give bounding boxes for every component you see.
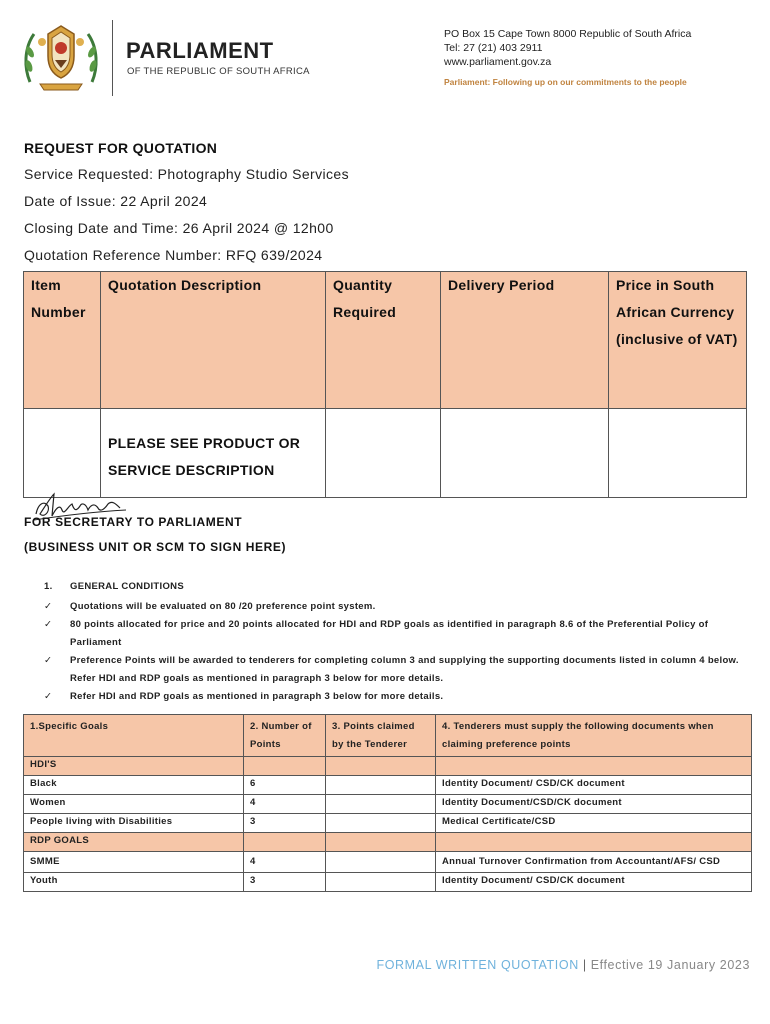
- goal-points: 4: [244, 795, 326, 814]
- goals-section-row: [24, 757, 752, 776]
- contact-telephone: Tel: 27 (21) 403 2911: [444, 42, 543, 54]
- header-divider: [112, 20, 113, 96]
- condition-text: 80 points allocated for price and 20 points allocated for HDI and RDP goals as identified in paragraph 8.6 of the Preferential Policy of Parliament: [70, 619, 709, 648]
- goal-name: RDP GOALS: [24, 833, 244, 852]
- condition-item: [44, 688, 744, 706]
- closing-date-time: Closing Date and Time: 26 April 2024 @ 12h00: [24, 220, 334, 236]
- goal-points: [244, 833, 326, 852]
- cell-delivery-period[interactable]: [441, 409, 609, 498]
- quotation-table-header: [24, 272, 747, 409]
- document-title: REQUEST FOR QUOTATION: [24, 140, 218, 156]
- goal-name: Youth: [24, 873, 244, 892]
- goals-table-header: [24, 715, 752, 757]
- quotation-table-row: [24, 409, 747, 498]
- header-item-number: Item Number: [24, 272, 101, 409]
- header-quantity-required: Quantity Required: [326, 272, 441, 409]
- header-number-of-points: 2. Number of Points: [244, 715, 326, 757]
- cell-quantity[interactable]: [326, 409, 441, 498]
- goals-table-row: [24, 852, 752, 873]
- goal-claimed[interactable]: [326, 795, 436, 814]
- condition-text: Preference Points will be awarded to tenderers for completing column 3 and supplying the supporting documents listed in column 4 below. Refer HDI and RDP goals as mentioned in paragraph 3 below for more details.: [70, 655, 739, 684]
- quotation-table: [23, 271, 747, 498]
- goals-table-row: [24, 814, 752, 833]
- footer-separator: |: [582, 958, 587, 972]
- goal-name: Black: [24, 776, 244, 795]
- goal-claimed: [326, 833, 436, 852]
- header-quotation-description: Quotation Description: [101, 272, 326, 409]
- checkmark-icon: ✓: [44, 601, 53, 612]
- goal-documents: [436, 757, 752, 776]
- goal-claimed[interactable]: [326, 852, 436, 873]
- condition-text: Refer HDI and RDP goals as mentioned in paragraph 3 below for more details.: [70, 691, 444, 702]
- condition-item: [44, 616, 744, 652]
- parliament-coat-of-arms-logo: [22, 20, 100, 92]
- goal-documents: Identity Document/CSD/CK document: [436, 795, 752, 814]
- section-number: 1.: [44, 581, 53, 592]
- contact-website: www.parliament.gov.za: [444, 56, 552, 68]
- general-conditions-title: GENERAL CONDITIONS: [70, 581, 184, 592]
- goals-table-row: [24, 776, 752, 795]
- header-required-documents: 4. Tenderers must supply the following documents when claiming preference points: [436, 715, 752, 757]
- checkmark-icon: ✓: [44, 619, 53, 630]
- general-conditions: [44, 578, 744, 706]
- goal-claimed[interactable]: [326, 873, 436, 892]
- condition-item: [44, 598, 744, 616]
- preference-goals-table: [23, 714, 752, 892]
- cell-price[interactable]: [609, 409, 747, 498]
- condition-item: [44, 652, 744, 688]
- goals-section-row: [24, 833, 752, 852]
- goal-points: [244, 757, 326, 776]
- footer-effective-date: Effective 19 January 2023: [590, 958, 750, 972]
- goal-name: SMME: [24, 852, 244, 873]
- goal-documents: Medical Certificate/CSD: [436, 814, 752, 833]
- cell-item-number[interactable]: [24, 409, 101, 498]
- goal-documents: [436, 833, 752, 852]
- header-delivery-period: Delivery Period: [441, 272, 609, 409]
- header-tagline: Parliament: Following up on our commitments to the people: [444, 77, 687, 87]
- document-footer: [376, 958, 750, 972]
- goal-claimed[interactable]: [326, 814, 436, 833]
- goal-documents: Annual Turnover Confirmation from Accountant/AFS/ CSD: [436, 852, 752, 873]
- quotation-reference: Quotation Reference Number: RFQ 639/2024: [24, 247, 323, 263]
- header-specific-goals: 1.Specific Goals: [24, 715, 244, 757]
- goal-claimed[interactable]: [326, 776, 436, 795]
- goal-documents: Identity Document/ CSD/CK document: [436, 873, 752, 892]
- secretary-label: FOR SECRETARY TO PARLIAMENT: [24, 515, 243, 529]
- goal-points: 3: [244, 873, 326, 892]
- goals-table-row: [24, 795, 752, 814]
- brand-title: PARLIAMENT: [126, 38, 274, 63]
- signature-instruction: (BUSINESS UNIT OR SCM TO SIGN HERE): [24, 540, 287, 554]
- brand-subtitle: OF THE REPUBLIC OF SOUTH AFRICA: [127, 66, 310, 77]
- goal-name: People living with Disabilities: [24, 814, 244, 833]
- service-requested: Service Requested: Photography Studio Services: [24, 166, 350, 182]
- goal-name: Women: [24, 795, 244, 814]
- footer-document-type: FORMAL WRITTEN QUOTATION: [376, 958, 579, 972]
- goal-claimed: [326, 757, 436, 776]
- date-of-issue: Date of Issue: 22 April 2024: [24, 193, 208, 209]
- contact-address: PO Box 15 Cape Town 8000 Republic of South Africa: [444, 28, 692, 40]
- goal-name: HDI'S: [24, 757, 244, 776]
- checkmark-icon: ✓: [44, 655, 53, 666]
- header-points-claimed: 3. Points claimed by the Tenderer: [326, 715, 436, 757]
- cell-description: PLEASE SEE PRODUCT OR SERVICE DESCRIPTION: [101, 409, 326, 498]
- goals-table-row: [24, 873, 752, 892]
- condition-text: Quotations will be evaluated on 80 /20 preference point system.: [70, 601, 376, 612]
- goal-points: 3: [244, 814, 326, 833]
- header-price: Price in South African Currency (inclusive of VAT): [609, 272, 747, 409]
- goal-points: 4: [244, 852, 326, 873]
- goal-points: 6: [244, 776, 326, 795]
- goal-documents: Identity Document/ CSD/CK document: [436, 776, 752, 795]
- general-conditions-heading: [44, 578, 744, 596]
- checkmark-icon: ✓: [44, 691, 53, 702]
